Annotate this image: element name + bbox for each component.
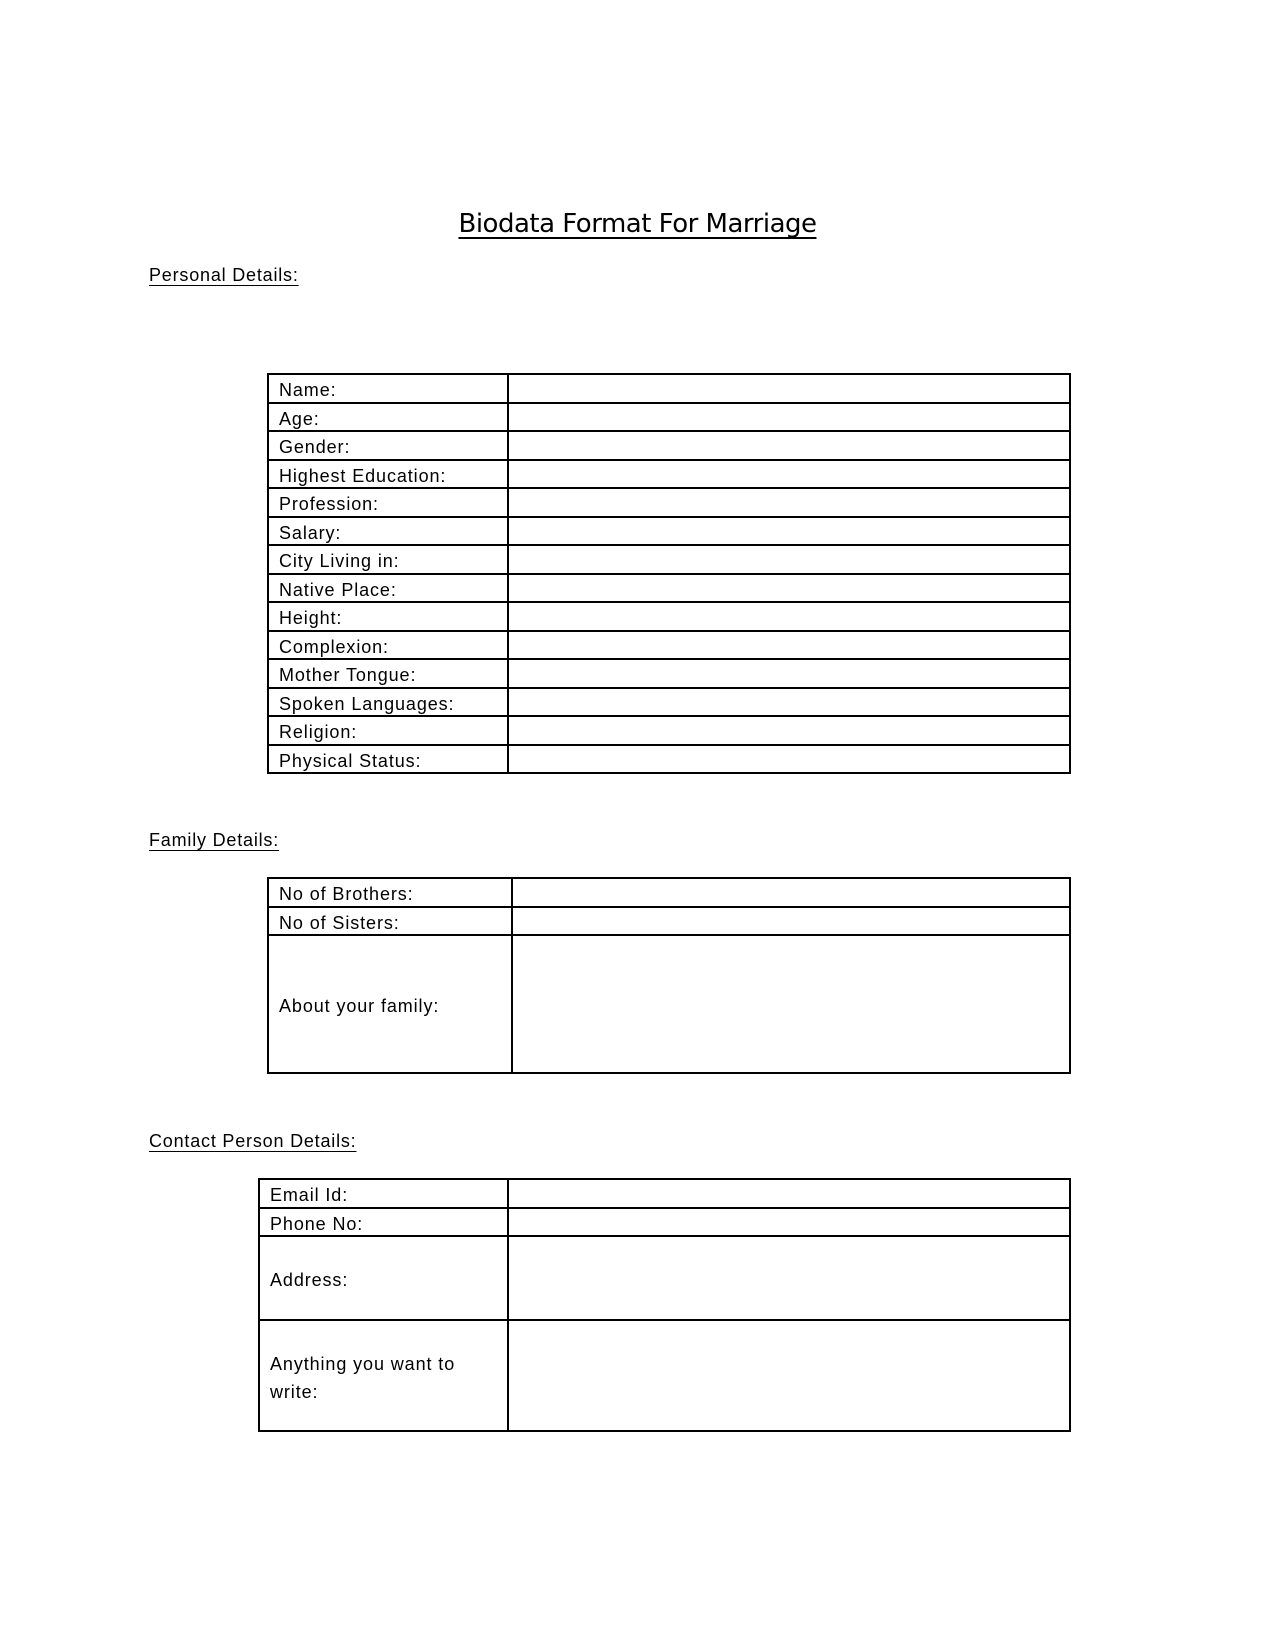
table-row	[268, 545, 1070, 574]
field-value-no-of-brothers[interactable]	[512, 878, 1070, 907]
field-value-height[interactable]	[508, 602, 1070, 631]
table-row	[268, 460, 1070, 489]
contact-details-heading: Contact Person Details:	[149, 1131, 357, 1151]
family-details-heading: Family Details:	[149, 830, 280, 850]
table-row	[268, 659, 1070, 688]
table-row	[268, 907, 1070, 936]
contact-details-table	[258, 1178, 1071, 1432]
field-value-complexion[interactable]	[508, 631, 1070, 660]
field-value-anything-you-want-to-write[interactable]	[508, 1320, 1070, 1431]
field-label-native-place: Native Place:	[268, 574, 508, 603]
table-row	[268, 716, 1070, 745]
field-label-highest-education: Highest Education:	[268, 460, 508, 489]
personal-details-heading: Personal Details:	[149, 265, 299, 285]
table-row	[268, 517, 1070, 546]
field-label-no-of-brothers: No of Brothers:	[268, 878, 512, 907]
field-value-about-your-family[interactable]	[512, 935, 1070, 1073]
field-label-mother-tongue: Mother Tongue:	[268, 659, 508, 688]
table-row	[268, 631, 1070, 660]
table-row	[268, 374, 1070, 403]
table-row	[268, 745, 1070, 774]
page-title-text: Biodata Format For Marriage	[458, 209, 817, 239]
field-value-mother-tongue[interactable]	[508, 659, 1070, 688]
field-label-age: Age:	[268, 403, 508, 432]
family-details-table	[267, 877, 1071, 1074]
field-value-no-of-sisters[interactable]	[512, 907, 1070, 936]
field-label-complexion: Complexion:	[268, 631, 508, 660]
field-value-age[interactable]	[508, 403, 1070, 432]
table-row	[259, 1320, 1070, 1431]
field-label-salary: Salary:	[268, 517, 508, 546]
table-row	[268, 935, 1070, 1073]
field-label-anything-you-want-to-write: Anything you want to write:	[259, 1320, 508, 1431]
field-label-phone-no: Phone No:	[259, 1208, 508, 1237]
table-row	[268, 602, 1070, 631]
field-value-city-living-in[interactable]	[508, 545, 1070, 574]
field-label-email-id: Email Id:	[259, 1179, 508, 1208]
field-label-name: Name:	[268, 374, 508, 403]
table-row	[268, 688, 1070, 717]
field-label-address: Address:	[259, 1236, 508, 1320]
field-value-religion[interactable]	[508, 716, 1070, 745]
personal-details-table	[267, 373, 1071, 774]
field-label-physical-status: Physical Status:	[268, 745, 508, 774]
table-row	[259, 1236, 1070, 1320]
field-value-email-id[interactable]	[508, 1179, 1070, 1208]
table-row	[268, 488, 1070, 517]
table-row	[259, 1179, 1070, 1208]
field-value-name[interactable]	[508, 374, 1070, 403]
table-row	[268, 403, 1070, 432]
table-row	[268, 878, 1070, 907]
field-value-spoken-languages[interactable]	[508, 688, 1070, 717]
field-label-gender: Gender:	[268, 431, 508, 460]
table-row	[268, 431, 1070, 460]
field-value-address[interactable]	[508, 1236, 1070, 1320]
field-label-city-living-in: City Living in:	[268, 545, 508, 574]
field-value-gender[interactable]	[508, 431, 1070, 460]
field-value-native-place[interactable]	[508, 574, 1070, 603]
field-value-profession[interactable]	[508, 488, 1070, 517]
table-row	[259, 1208, 1070, 1237]
field-value-phone-no[interactable]	[508, 1208, 1070, 1237]
field-label-no-of-sisters: No of Sisters:	[268, 907, 512, 936]
field-label-profession: Profession:	[268, 488, 508, 517]
field-value-salary[interactable]	[508, 517, 1070, 546]
field-label-height: Height:	[268, 602, 508, 631]
field-value-physical-status[interactable]	[508, 745, 1070, 774]
field-label-about-your-family: About your family:	[268, 935, 512, 1073]
table-row	[268, 574, 1070, 603]
page-title	[0, 209, 1275, 239]
field-label-spoken-languages: Spoken Languages:	[268, 688, 508, 717]
field-label-religion: Religion:	[268, 716, 508, 745]
field-value-highest-education[interactable]	[508, 460, 1070, 489]
